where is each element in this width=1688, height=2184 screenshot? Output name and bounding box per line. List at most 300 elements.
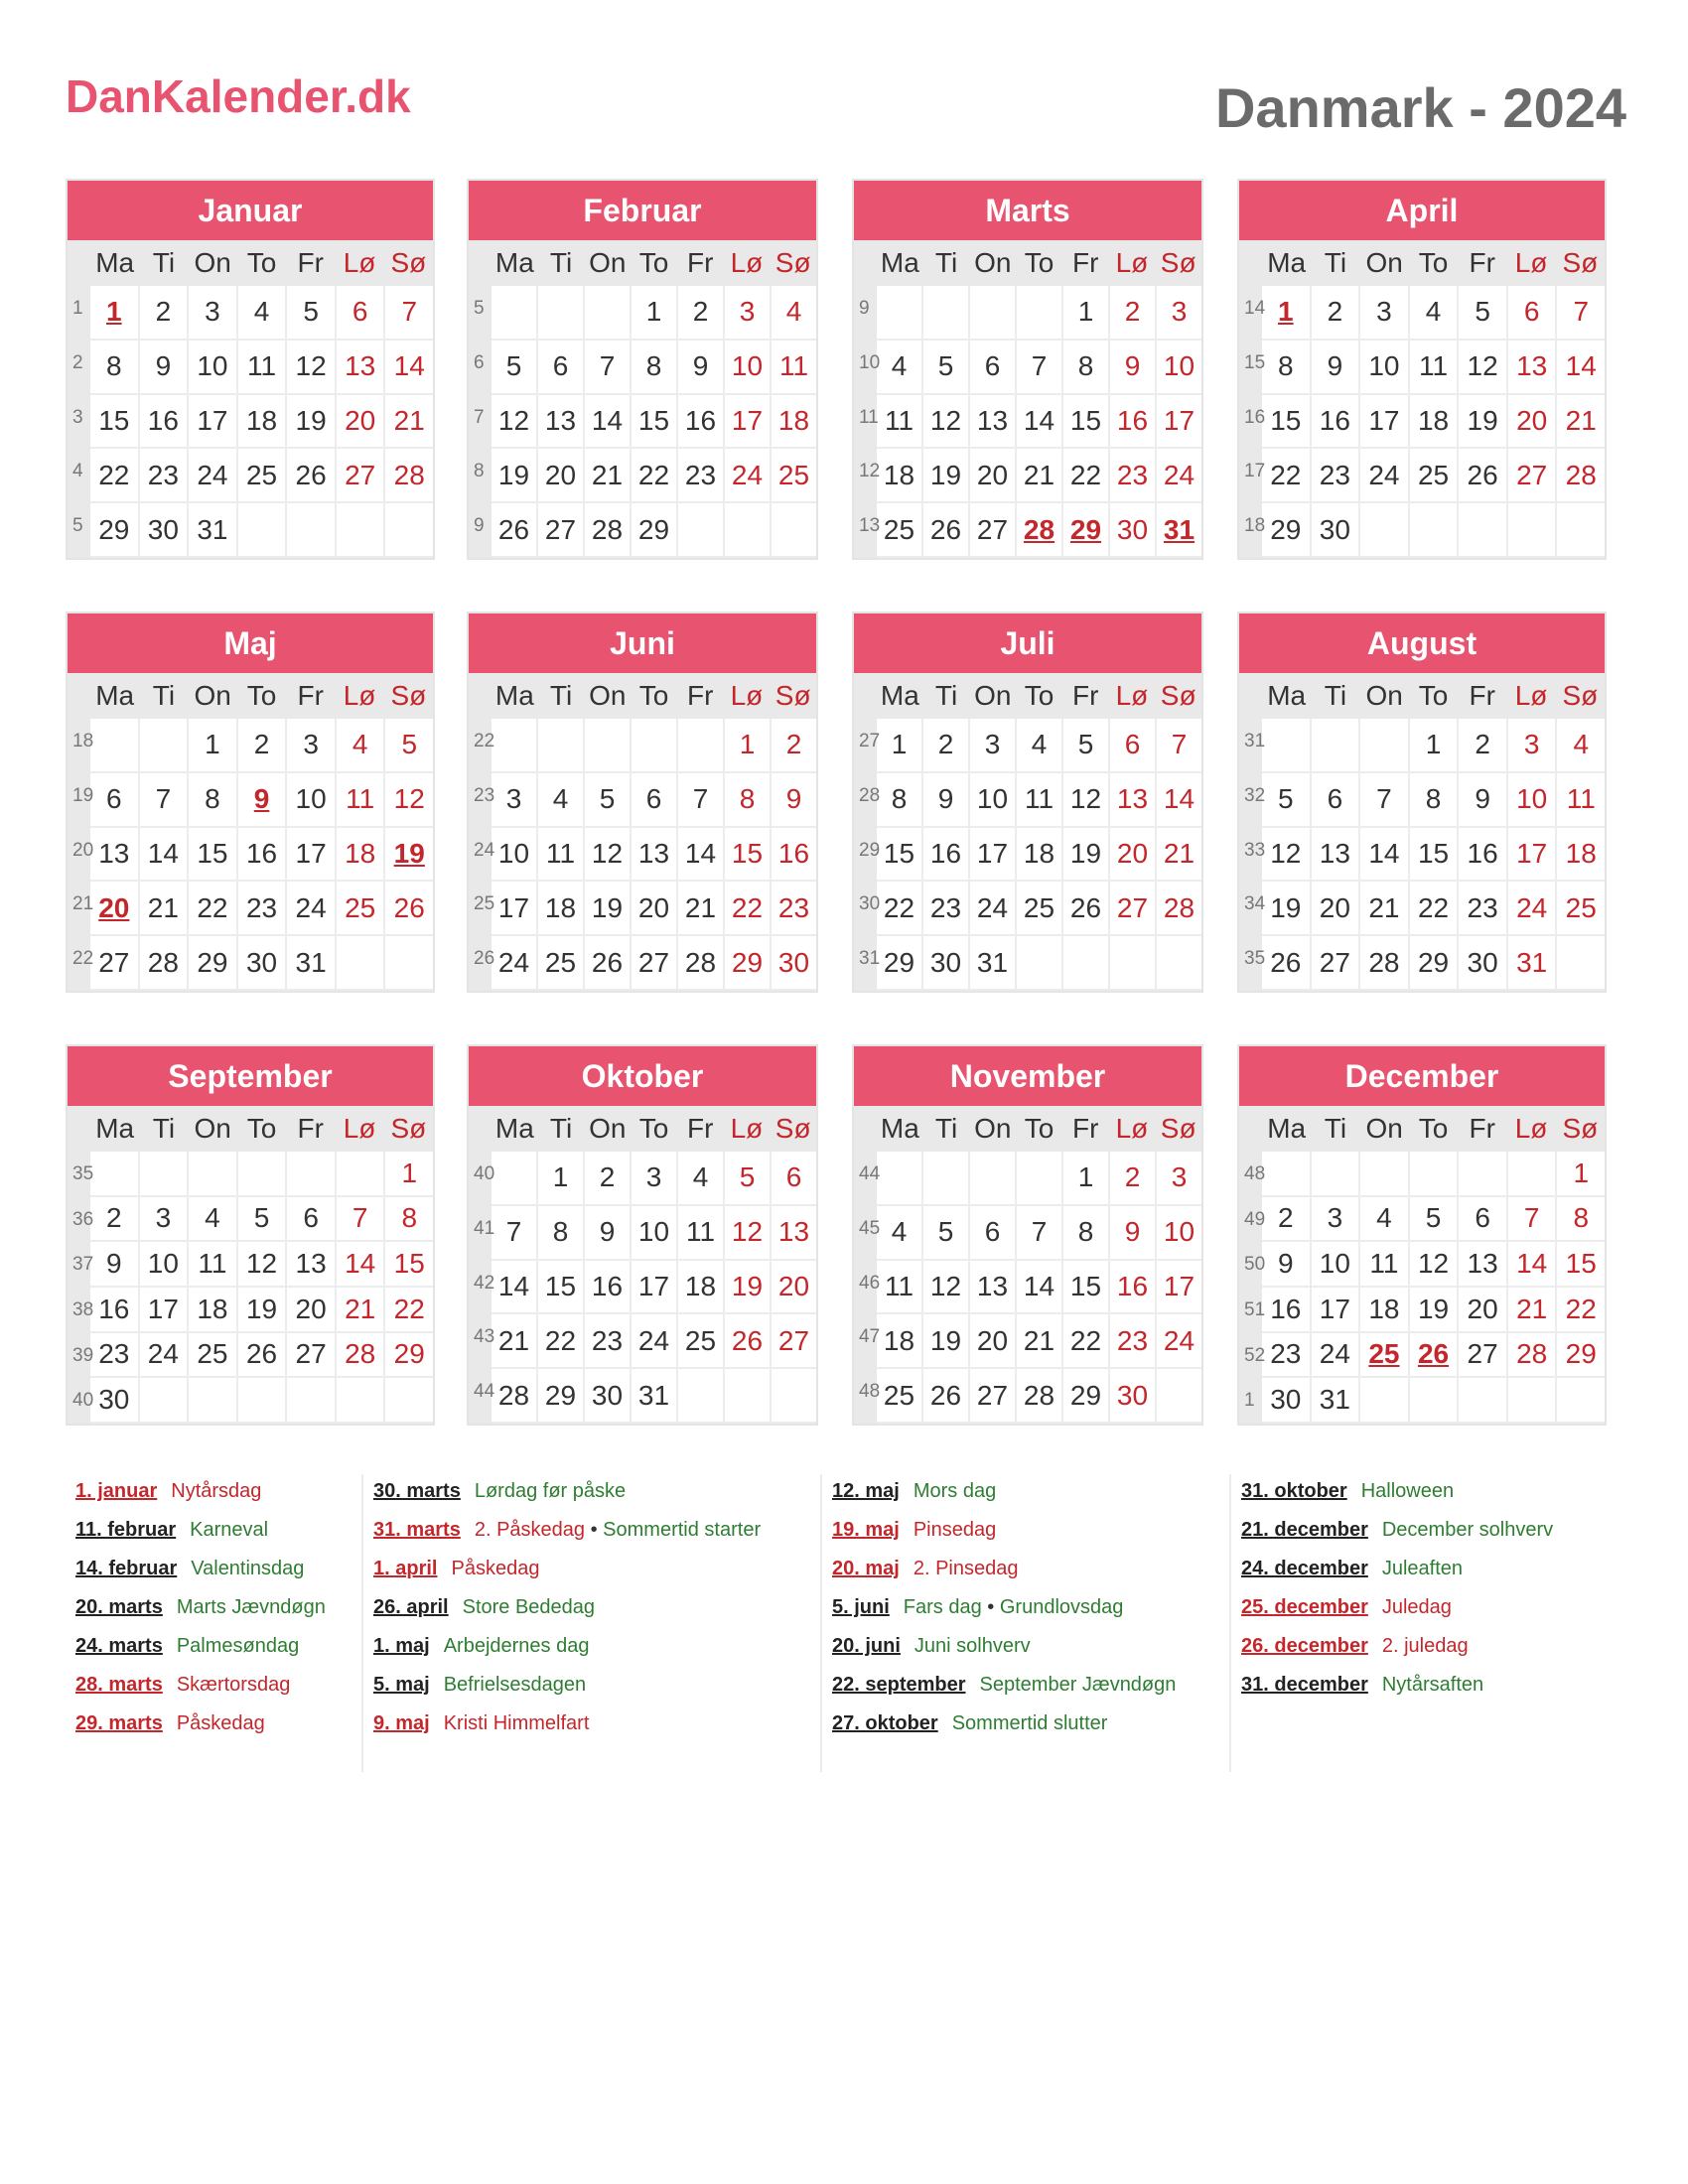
- day-cell[interactable]: 5: [1262, 773, 1312, 828]
- day-cell[interactable]: 30: [585, 1369, 632, 1424]
- day-cell[interactable]: 12: [923, 395, 970, 450]
- day-cell[interactable]: 27: [970, 1369, 1017, 1424]
- holiday-date[interactable]: 11. februar: [75, 1519, 177, 1541]
- day-cell[interactable]: 10: [1360, 341, 1410, 395]
- day-cell[interactable]: 12: [1262, 828, 1312, 883]
- day-cell[interactable]: 9: [1459, 773, 1508, 828]
- day-cell[interactable]: 25: [772, 449, 816, 503]
- day-cell[interactable]: 7: [337, 1197, 386, 1243]
- day-cell[interactable]: 19: [585, 882, 632, 936]
- day-cell[interactable]: 9: [1110, 1206, 1157, 1261]
- day-cell[interactable]: 30: [238, 936, 288, 991]
- day-cell[interactable]: 25: [1410, 449, 1460, 503]
- holiday-date[interactable]: 31. oktober: [1241, 1480, 1347, 1502]
- day-cell[interactable]: 9: [1262, 1242, 1312, 1288]
- day-cell[interactable]: 12: [238, 1242, 288, 1288]
- holiday-date[interactable]: 21. december: [1241, 1519, 1368, 1541]
- day-cell[interactable]: 15: [1410, 828, 1460, 883]
- day-cell[interactable]: 1: [1262, 286, 1312, 341]
- day-cell[interactable]: 19: [1459, 395, 1508, 450]
- day-cell[interactable]: 15: [877, 828, 923, 883]
- day-cell[interactable]: 2: [1110, 1152, 1157, 1206]
- day-cell[interactable]: 8: [725, 773, 772, 828]
- day-cell[interactable]: 9: [772, 773, 816, 828]
- day-cell[interactable]: 19: [238, 1288, 288, 1333]
- day-cell[interactable]: 1: [538, 1152, 585, 1206]
- day-cell[interactable]: 26: [287, 449, 337, 503]
- day-cell[interactable]: 8: [1557, 1197, 1605, 1243]
- holiday-date[interactable]: 29. marts: [75, 1712, 163, 1734]
- day-cell[interactable]: 11: [238, 341, 288, 395]
- day-cell[interactable]: 26: [923, 1369, 970, 1424]
- day-cell[interactable]: 20: [1110, 828, 1157, 883]
- day-cell[interactable]: 24: [1312, 1333, 1361, 1379]
- day-cell[interactable]: 6: [632, 773, 678, 828]
- day-cell[interactable]: 20: [287, 1288, 337, 1333]
- day-cell[interactable]: 10: [1312, 1242, 1361, 1288]
- day-cell[interactable]: 22: [877, 882, 923, 936]
- day-cell[interactable]: 19: [1063, 828, 1110, 883]
- holiday-date[interactable]: 30. marts: [373, 1480, 461, 1502]
- day-cell[interactable]: 11: [337, 773, 386, 828]
- day-cell[interactable]: 27: [337, 449, 386, 503]
- holiday-date[interactable]: 26. april: [373, 1596, 449, 1618]
- day-cell[interactable]: 16: [678, 395, 725, 450]
- day-cell[interactable]: 17: [1157, 395, 1201, 450]
- day-cell[interactable]: 29: [538, 1369, 585, 1424]
- day-cell[interactable]: 4: [189, 1197, 238, 1243]
- day-cell[interactable]: 13: [772, 1206, 816, 1261]
- day-cell[interactable]: 13: [337, 341, 386, 395]
- day-cell[interactable]: 16: [1110, 395, 1157, 450]
- holiday-date[interactable]: 1. april: [373, 1558, 438, 1579]
- day-cell[interactable]: 15: [385, 1242, 433, 1288]
- day-cell[interactable]: 26: [585, 936, 632, 991]
- day-cell[interactable]: 13: [538, 395, 585, 450]
- day-cell[interactable]: 2: [1262, 1197, 1312, 1243]
- day-cell[interactable]: 20: [1459, 1288, 1508, 1333]
- day-cell[interactable]: 9: [678, 341, 725, 395]
- day-cell[interactable]: 31: [189, 503, 238, 558]
- day-cell[interactable]: 12: [923, 1261, 970, 1315]
- day-cell[interactable]: 25: [189, 1333, 238, 1379]
- day-cell[interactable]: 2: [678, 286, 725, 341]
- day-cell[interactable]: 27: [1459, 1333, 1508, 1379]
- day-cell[interactable]: 28: [1360, 936, 1410, 991]
- day-cell[interactable]: 11: [1360, 1242, 1410, 1288]
- day-cell[interactable]: 2: [238, 719, 288, 773]
- day-cell[interactable]: 2: [772, 719, 816, 773]
- day-cell[interactable]: 31: [1157, 503, 1201, 558]
- day-cell[interactable]: 16: [1459, 828, 1508, 883]
- day-cell[interactable]: 25: [238, 449, 288, 503]
- day-cell[interactable]: 13: [1110, 773, 1157, 828]
- day-cell[interactable]: 25: [337, 882, 386, 936]
- day-cell[interactable]: 29: [90, 503, 140, 558]
- day-cell[interactable]: 14: [1157, 773, 1201, 828]
- day-cell[interactable]: 3: [1157, 286, 1201, 341]
- holiday-date[interactable]: 5. maj: [373, 1674, 430, 1696]
- day-cell[interactable]: 18: [1557, 828, 1605, 883]
- day-cell[interactable]: 4: [1017, 719, 1063, 773]
- day-cell[interactable]: 20: [1312, 882, 1361, 936]
- day-cell[interactable]: 21: [1508, 1288, 1558, 1333]
- day-cell[interactable]: 3: [970, 719, 1017, 773]
- day-cell[interactable]: 21: [492, 1314, 538, 1369]
- day-cell[interactable]: 27: [1110, 882, 1157, 936]
- day-cell[interactable]: 10: [492, 828, 538, 883]
- day-cell[interactable]: 6: [538, 341, 585, 395]
- day-cell[interactable]: 26: [923, 503, 970, 558]
- day-cell[interactable]: 27: [90, 936, 140, 991]
- day-cell[interactable]: 27: [1312, 936, 1361, 991]
- holiday-date[interactable]: 20. juni: [832, 1635, 901, 1657]
- day-cell[interactable]: 10: [970, 773, 1017, 828]
- day-cell[interactable]: 8: [1262, 341, 1312, 395]
- day-cell[interactable]: 1: [1063, 286, 1110, 341]
- day-cell[interactable]: 12: [287, 341, 337, 395]
- day-cell[interactable]: 29: [725, 936, 772, 991]
- day-cell[interactable]: 9: [140, 341, 190, 395]
- day-cell[interactable]: 27: [970, 503, 1017, 558]
- day-cell[interactable]: 1: [385, 1152, 433, 1197]
- day-cell[interactable]: 28: [1017, 1369, 1063, 1424]
- day-cell[interactable]: 13: [970, 395, 1017, 450]
- day-cell[interactable]: 17: [632, 1261, 678, 1315]
- day-cell[interactable]: 21: [140, 882, 190, 936]
- day-cell[interactable]: 9: [923, 773, 970, 828]
- day-cell[interactable]: 3: [492, 773, 538, 828]
- day-cell[interactable]: 24: [492, 936, 538, 991]
- day-cell[interactable]: 14: [140, 828, 190, 883]
- day-cell[interactable]: 22: [538, 1314, 585, 1369]
- day-cell[interactable]: 12: [1410, 1242, 1460, 1288]
- day-cell[interactable]: 4: [772, 286, 816, 341]
- holiday-date[interactable]: 20. maj: [832, 1558, 900, 1579]
- day-cell[interactable]: 17: [1312, 1288, 1361, 1333]
- day-cell[interactable]: 18: [1017, 828, 1063, 883]
- day-cell[interactable]: 23: [923, 882, 970, 936]
- day-cell[interactable]: 20: [1508, 395, 1558, 450]
- day-cell[interactable]: 29: [385, 1333, 433, 1379]
- day-cell[interactable]: 14: [492, 1261, 538, 1315]
- day-cell[interactable]: 23: [585, 1314, 632, 1369]
- day-cell[interactable]: 25: [538, 936, 585, 991]
- day-cell[interactable]: 7: [1508, 1197, 1558, 1243]
- day-cell[interactable]: 6: [1508, 286, 1558, 341]
- day-cell[interactable]: 18: [238, 395, 288, 450]
- day-cell[interactable]: 28: [1508, 1333, 1558, 1379]
- day-cell[interactable]: 19: [492, 449, 538, 503]
- day-cell[interactable]: 3: [1508, 719, 1558, 773]
- day-cell[interactable]: 17: [287, 828, 337, 883]
- day-cell[interactable]: 24: [725, 449, 772, 503]
- holiday-date[interactable]: 25. december: [1241, 1596, 1368, 1618]
- day-cell[interactable]: 8: [1063, 341, 1110, 395]
- day-cell[interactable]: 5: [238, 1197, 288, 1243]
- day-cell[interactable]: 4: [1360, 1197, 1410, 1243]
- day-cell[interactable]: 17: [725, 395, 772, 450]
- day-cell[interactable]: 15: [90, 395, 140, 450]
- day-cell[interactable]: 4: [1557, 719, 1605, 773]
- day-cell[interactable]: 31: [287, 936, 337, 991]
- day-cell[interactable]: 17: [1360, 395, 1410, 450]
- day-cell[interactable]: 24: [1157, 1314, 1201, 1369]
- day-cell[interactable]: 3: [189, 286, 238, 341]
- day-cell[interactable]: 3: [1312, 1197, 1361, 1243]
- day-cell[interactable]: 12: [585, 828, 632, 883]
- day-cell[interactable]: 4: [877, 341, 923, 395]
- day-cell[interactable]: 11: [1557, 773, 1605, 828]
- day-cell[interactable]: 22: [189, 882, 238, 936]
- day-cell[interactable]: 9: [238, 773, 288, 828]
- day-cell[interactable]: 5: [923, 341, 970, 395]
- day-cell[interactable]: 4: [678, 1152, 725, 1206]
- day-cell[interactable]: 4: [238, 286, 288, 341]
- day-cell[interactable]: 30: [923, 936, 970, 991]
- day-cell[interactable]: 1: [632, 286, 678, 341]
- day-cell[interactable]: 30: [1110, 503, 1157, 558]
- day-cell[interactable]: 30: [1459, 936, 1508, 991]
- day-cell[interactable]: 5: [385, 719, 433, 773]
- day-cell[interactable]: 21: [585, 449, 632, 503]
- day-cell[interactable]: 2: [923, 719, 970, 773]
- day-cell[interactable]: 7: [1017, 1206, 1063, 1261]
- day-cell[interactable]: 1: [90, 286, 140, 341]
- day-cell[interactable]: 25: [877, 1369, 923, 1424]
- day-cell[interactable]: 30: [90, 1378, 140, 1424]
- day-cell[interactable]: 22: [1557, 1288, 1605, 1333]
- day-cell[interactable]: 16: [585, 1261, 632, 1315]
- day-cell[interactable]: 6: [337, 286, 386, 341]
- day-cell[interactable]: 6: [1110, 719, 1157, 773]
- site-logo[interactable]: DanKalender.dk: [66, 70, 411, 122]
- day-cell[interactable]: 21: [337, 1288, 386, 1333]
- day-cell[interactable]: 23: [140, 449, 190, 503]
- holiday-date[interactable]: 20. marts: [75, 1596, 163, 1618]
- day-cell[interactable]: 18: [772, 395, 816, 450]
- day-cell[interactable]: 14: [1017, 1261, 1063, 1315]
- day-cell[interactable]: 8: [1063, 1206, 1110, 1261]
- day-cell[interactable]: 11: [1017, 773, 1063, 828]
- day-cell[interactable]: 28: [492, 1369, 538, 1424]
- day-cell[interactable]: 22: [1262, 449, 1312, 503]
- day-cell[interactable]: 7: [1360, 773, 1410, 828]
- day-cell[interactable]: 7: [140, 773, 190, 828]
- day-cell[interactable]: 18: [538, 882, 585, 936]
- day-cell[interactable]: 4: [337, 719, 386, 773]
- day-cell[interactable]: 24: [1508, 882, 1558, 936]
- day-cell[interactable]: 30: [1262, 1378, 1312, 1424]
- day-cell[interactable]: 8: [189, 773, 238, 828]
- day-cell[interactable]: 16: [1110, 1261, 1157, 1315]
- day-cell[interactable]: 28: [1557, 449, 1605, 503]
- day-cell[interactable]: 16: [90, 1288, 140, 1333]
- day-cell[interactable]: 22: [1063, 449, 1110, 503]
- day-cell[interactable]: 10: [189, 341, 238, 395]
- day-cell[interactable]: 31: [632, 1369, 678, 1424]
- day-cell[interactable]: 23: [1459, 882, 1508, 936]
- day-cell[interactable]: 12: [385, 773, 433, 828]
- day-cell[interactable]: 24: [189, 449, 238, 503]
- day-cell[interactable]: 28: [678, 936, 725, 991]
- day-cell[interactable]: 10: [1157, 1206, 1201, 1261]
- day-cell[interactable]: 25: [1017, 882, 1063, 936]
- day-cell[interactable]: 21: [1157, 828, 1201, 883]
- day-cell[interactable]: 19: [287, 395, 337, 450]
- day-cell[interactable]: 3: [1157, 1152, 1201, 1206]
- day-cell[interactable]: 18: [877, 449, 923, 503]
- day-cell[interactable]: 23: [1312, 449, 1361, 503]
- day-cell[interactable]: 5: [1063, 719, 1110, 773]
- day-cell[interactable]: 11: [1410, 341, 1460, 395]
- day-cell[interactable]: 18: [1410, 395, 1460, 450]
- day-cell[interactable]: 3: [632, 1152, 678, 1206]
- day-cell[interactable]: 21: [678, 882, 725, 936]
- day-cell[interactable]: 29: [1557, 1333, 1605, 1379]
- day-cell[interactable]: 27: [772, 1314, 816, 1369]
- day-cell[interactable]: 28: [1017, 503, 1063, 558]
- day-cell[interactable]: 5: [923, 1206, 970, 1261]
- day-cell[interactable]: 5: [287, 286, 337, 341]
- day-cell[interactable]: 20: [632, 882, 678, 936]
- day-cell[interactable]: 15: [1063, 395, 1110, 450]
- day-cell[interactable]: 3: [140, 1197, 190, 1243]
- day-cell[interactable]: 15: [725, 828, 772, 883]
- day-cell[interactable]: 16: [923, 828, 970, 883]
- day-cell[interactable]: 19: [385, 828, 433, 883]
- day-cell[interactable]: 26: [1262, 936, 1312, 991]
- day-cell[interactable]: 30: [1312, 503, 1361, 558]
- day-cell[interactable]: 26: [238, 1333, 288, 1379]
- day-cell[interactable]: 12: [1063, 773, 1110, 828]
- day-cell[interactable]: 7: [1017, 341, 1063, 395]
- day-cell[interactable]: 18: [877, 1314, 923, 1369]
- day-cell[interactable]: 2: [1312, 286, 1361, 341]
- day-cell[interactable]: 10: [1508, 773, 1558, 828]
- day-cell[interactable]: 25: [877, 503, 923, 558]
- day-cell[interactable]: 26: [1410, 1333, 1460, 1379]
- day-cell[interactable]: 13: [1459, 1242, 1508, 1288]
- day-cell[interactable]: 1: [189, 719, 238, 773]
- day-cell[interactable]: 22: [385, 1288, 433, 1333]
- day-cell[interactable]: 24: [1157, 449, 1201, 503]
- day-cell[interactable]: 3: [1360, 286, 1410, 341]
- day-cell[interactable]: 15: [189, 828, 238, 883]
- day-cell[interactable]: 28: [1157, 882, 1201, 936]
- day-cell[interactable]: 20: [772, 1261, 816, 1315]
- day-cell[interactable]: 29: [1063, 1369, 1110, 1424]
- day-cell[interactable]: 20: [90, 882, 140, 936]
- day-cell[interactable]: 15: [1063, 1261, 1110, 1315]
- day-cell[interactable]: 16: [1312, 395, 1361, 450]
- day-cell[interactable]: 20: [538, 449, 585, 503]
- day-cell[interactable]: 20: [337, 395, 386, 450]
- day-cell[interactable]: 12: [725, 1206, 772, 1261]
- day-cell[interactable]: 11: [189, 1242, 238, 1288]
- day-cell[interactable]: 7: [678, 773, 725, 828]
- day-cell[interactable]: 15: [632, 395, 678, 450]
- day-cell[interactable]: 10: [725, 341, 772, 395]
- day-cell[interactable]: 8: [385, 1197, 433, 1243]
- day-cell[interactable]: 5: [585, 773, 632, 828]
- day-cell[interactable]: 27: [1508, 449, 1558, 503]
- day-cell[interactable]: 12: [492, 395, 538, 450]
- day-cell[interactable]: 14: [1508, 1242, 1558, 1288]
- day-cell[interactable]: 24: [287, 882, 337, 936]
- day-cell[interactable]: 15: [1557, 1242, 1605, 1288]
- day-cell[interactable]: 11: [538, 828, 585, 883]
- day-cell[interactable]: 10: [140, 1242, 190, 1288]
- day-cell[interactable]: 21: [385, 395, 433, 450]
- day-cell[interactable]: 26: [1459, 449, 1508, 503]
- day-cell[interactable]: 1: [1410, 719, 1460, 773]
- day-cell[interactable]: 13: [1508, 341, 1558, 395]
- day-cell[interactable]: 9: [1110, 341, 1157, 395]
- day-cell[interactable]: 21: [1557, 395, 1605, 450]
- day-cell[interactable]: 6: [1459, 1197, 1508, 1243]
- day-cell[interactable]: 2: [585, 1152, 632, 1206]
- day-cell[interactable]: 14: [1017, 395, 1063, 450]
- day-cell[interactable]: 12: [1459, 341, 1508, 395]
- holiday-date[interactable]: 19. maj: [832, 1519, 900, 1541]
- day-cell[interactable]: 22: [725, 882, 772, 936]
- day-cell[interactable]: 10: [632, 1206, 678, 1261]
- day-cell[interactable]: 13: [632, 828, 678, 883]
- day-cell[interactable]: 11: [772, 341, 816, 395]
- day-cell[interactable]: 22: [632, 449, 678, 503]
- day-cell[interactable]: 29: [632, 503, 678, 558]
- day-cell[interactable]: 11: [877, 395, 923, 450]
- holiday-date[interactable]: 22. september: [832, 1674, 966, 1696]
- day-cell[interactable]: 26: [492, 503, 538, 558]
- day-cell[interactable]: 31: [1312, 1378, 1361, 1424]
- day-cell[interactable]: 5: [1410, 1197, 1460, 1243]
- day-cell[interactable]: 6: [287, 1197, 337, 1243]
- day-cell[interactable]: 16: [238, 828, 288, 883]
- day-cell[interactable]: 10: [1157, 341, 1201, 395]
- day-cell[interactable]: 6: [1312, 773, 1361, 828]
- day-cell[interactable]: 18: [189, 1288, 238, 1333]
- holiday-date[interactable]: 12. maj: [832, 1480, 900, 1502]
- day-cell[interactable]: 3: [287, 719, 337, 773]
- day-cell[interactable]: 29: [189, 936, 238, 991]
- day-cell[interactable]: 23: [90, 1333, 140, 1379]
- day-cell[interactable]: 19: [1262, 882, 1312, 936]
- day-cell[interactable]: 20: [970, 1314, 1017, 1369]
- day-cell[interactable]: 4: [1410, 286, 1460, 341]
- day-cell[interactable]: 28: [337, 1333, 386, 1379]
- day-cell[interactable]: 28: [140, 936, 190, 991]
- day-cell[interactable]: 14: [585, 395, 632, 450]
- day-cell[interactable]: 19: [725, 1261, 772, 1315]
- holiday-date[interactable]: 5. juni: [832, 1596, 890, 1618]
- day-cell[interactable]: 8: [632, 341, 678, 395]
- day-cell[interactable]: 16: [772, 828, 816, 883]
- day-cell[interactable]: 28: [385, 449, 433, 503]
- day-cell[interactable]: 24: [140, 1333, 190, 1379]
- day-cell[interactable]: 26: [725, 1314, 772, 1369]
- day-cell[interactable]: 26: [1063, 882, 1110, 936]
- day-cell[interactable]: 14: [1557, 341, 1605, 395]
- day-cell[interactable]: 1: [877, 719, 923, 773]
- day-cell[interactable]: 17: [970, 828, 1017, 883]
- day-cell[interactable]: 9: [585, 1206, 632, 1261]
- day-cell[interactable]: 7: [492, 1206, 538, 1261]
- day-cell[interactable]: 17: [1508, 828, 1558, 883]
- holiday-date[interactable]: 31. marts: [373, 1519, 461, 1541]
- day-cell[interactable]: 10: [287, 773, 337, 828]
